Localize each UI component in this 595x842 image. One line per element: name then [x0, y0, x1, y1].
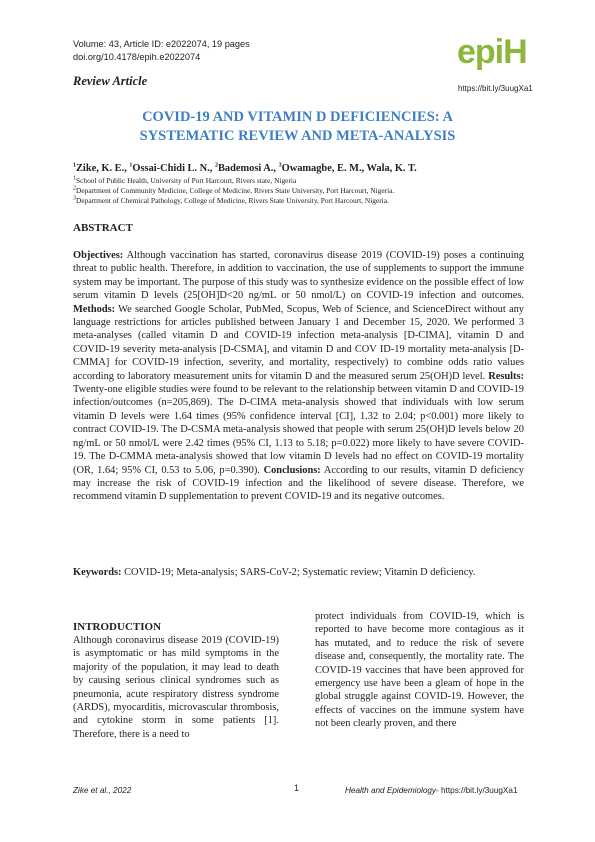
author-sup: 1	[73, 162, 76, 169]
affiliation-1	[73, 176, 296, 186]
abstract-body	[73, 249, 524, 504]
article-type: Review Article	[73, 74, 148, 88]
author-name: Ossai-Chidi L. N.,	[132, 163, 215, 174]
objectives-label: Objectives:	[73, 250, 124, 261]
affiliation-text: Department of Community Medicine, College of Medicine, Rivers State University, Port Harcourt, Nigeria.	[76, 186, 395, 195]
affiliation-num: 2	[73, 185, 76, 192]
results-text: Twenty-one eligible studies were found to be relevant to the relationship between vitamin D and COVID-19 infection/outcomes (n=205,869). The D-CIMA meta-analysis showed that individuals with low serum vitamin D levels were 1.64 times (95% confidence interval [CI], 1.32 to 2.04; p<0.001) more likely to contract COVID-19. The D-CSMA meta-analysis showed that people with serum 25(OH)D levels below 20 ng/mL or 50 nmol/L were 2.42 times (95% CI, 1.13 to 5.18; p=0.022) more likely to have severe COVID-19. The D-CMMA meta-analysis showed that low vitamin D levels had no effect on COVID-19 mortality (OR, 1.64; 95% CI, 0.53 to 5.06, p=0.390).	[73, 384, 524, 476]
footer-journal	[345, 786, 518, 795]
keywords-label: Keywords:	[73, 567, 122, 578]
affiliation-3	[73, 196, 389, 206]
author-name: Zike, K. E.,	[76, 163, 130, 174]
journal-logo	[457, 32, 542, 77]
title-line-1: COVID-19 AND VITAMIN D DEFICIENCIES: A	[142, 109, 453, 125]
affiliation-num: 3	[73, 195, 76, 202]
author-sup: 1	[129, 162, 133, 169]
introduction-heading: INTRODUCTION	[73, 621, 162, 633]
affiliation-text: Department of Chemical Pathology, College of Medicine, Rivers State University, Port Harcourt, Nigeria.	[76, 196, 389, 205]
conclusions-label: Conclusions:	[263, 464, 321, 476]
introduction-right-column: protect individuals from COVID-19, which is reported to have become more contagious as it has mutated, and to reduce the risk of severe disease and, consequently, the mortality rate. The COVID-19 vaccines that have been approved for emergency use have been a gleam of hope in the global struggle against COVID-19. However, the effects of vaccines on the immune system have not been clearly proven, and there	[315, 611, 524, 730]
journal-logo-text: epiH	[457, 33, 527, 71]
keywords-text: COVID-19; Meta-analysis; SARS-CoV-2; Systematic review; Vitamin D deficiency.	[121, 567, 476, 578]
author-name: Owamagbe, E. M., Wala, K. T.	[281, 163, 417, 174]
affiliation-2	[73, 186, 394, 196]
abstract-heading: ABSTRACT	[73, 222, 133, 234]
conclusions-text: According to our results, vitamin D deficiency may increase the risk of COVID-19 infection and the likelihood of severe disease. Therefore, we recommend vitamin D supplementation to prevent COVID-19 and its negative outcomes.	[73, 464, 524, 503]
methods-text: We searched Google Scholar, PubMed, Scopus, Web of Science, and ScienceDirect without any language restrictions for articles published between January 1 and December 15, 2020. We performed 3 meta-analyses (called vitamin D and COVID-19 infection meta-analysis [D-CIMA], vitamin D and COVID-19 severity meta-analysis [D-CSMA], and vitamin D and COV ID-19 mortality meta-analysis [D-CMMA] for COVID-19 infection, severity, and mortality, respectively) to combine odds ratio values according to laboratory measurement units for vitamin D and the measured serum 25(OH)D level.	[73, 303, 524, 382]
paper-title	[60, 108, 535, 146]
footer-journal-name: Health and Epidemiology	[345, 786, 437, 795]
author-list	[73, 163, 417, 174]
author-sup: 2	[214, 162, 218, 169]
objectives-text: Although vaccination has started, coronavirus disease 2019 (COVID-19) poses a continuing threat to public health. Therefore, in addition to vaccination, the use of supplements to support the immune system may be important. The purpose of this study was to synthesize evidence on the possible effect of low serum vitamin D levels (25[OH]D<20 ng/mL or 50 nmol/L) on COVID-19 infection and outcomes.	[73, 250, 524, 302]
author-name: Bademosi A.,	[217, 163, 279, 174]
affiliation-num: 1	[73, 175, 76, 182]
methods-label: Methods:	[73, 303, 116, 315]
volume-line: Volume: 43, Article ID: e2022074, 19 pages	[73, 39, 250, 49]
doi-link[interactable]: doi.org/10.4178/epih.e2022074	[73, 52, 201, 62]
footer-url[interactable]: - https://bit.ly/3uugXa1	[436, 786, 518, 795]
affiliation-text: School of Public Health, University of Port Harcourt, Rivers state, Nigeria	[76, 176, 297, 185]
title-line-2: SYSTEMATIC REVIEW AND META-ANALYSIS	[139, 128, 456, 144]
introduction-left-column: Although coronavirus disease 2019 (COVID-19) is asymptomatic or has mild symptoms in the majority of the population, it may lead to death by causing serious clinical syndromes such as pneumonia, acute respiratory distress syndrome (ARDS), myocarditis, microvascular thrombosis, and cytokine storm in some patients [1]. Therefore, there is a need to	[73, 635, 279, 740]
page-number: 1	[294, 783, 300, 793]
author-sup: 3	[278, 162, 282, 169]
article-meta	[73, 38, 250, 64]
results-label: Results:	[488, 370, 524, 382]
journal-short-url[interactable]: https://bit.ly/3uugXa1	[458, 84, 533, 93]
footer-citation: Zike et al., 2022	[73, 786, 132, 795]
keywords	[73, 566, 524, 579]
